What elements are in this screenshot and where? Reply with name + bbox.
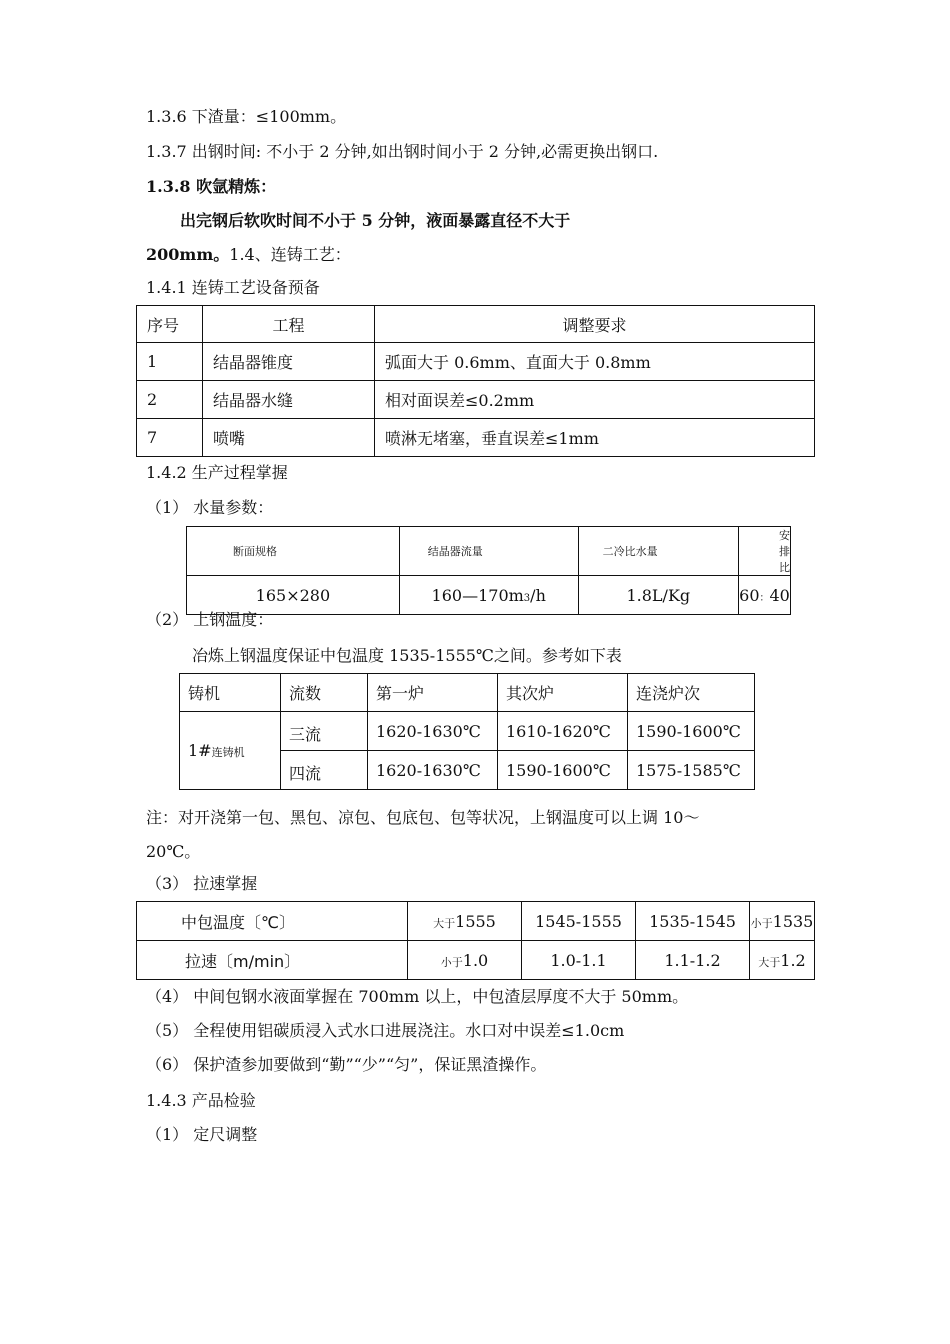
table-cell: 弧面大于 0.6mm、直面大于 0.8mm <box>375 343 815 381</box>
table-cell <box>522 941 636 980</box>
equipment-prep-table <box>136 305 815 457</box>
table-cell: 四流 <box>281 751 368 790</box>
speed-label-text: 拉速〔m/min〕 <box>185 951 301 971</box>
table-cell <box>408 941 522 980</box>
section-1-3-8-heading: 1.3.8 吹氩精炼： <box>146 177 277 196</box>
table-cell: 1620-1630℃ <box>368 712 498 751</box>
table-cell: 1590-1600℃ <box>498 751 628 790</box>
section-1-4-1-heading: 1.4.1 连铸工艺设备预备 <box>146 278 320 297</box>
table-header-row <box>137 306 815 343</box>
machine-label: 连铸机 <box>211 746 245 759</box>
table-header-cell: 连浇炉次 <box>628 674 755 712</box>
table-header-cell: 铸机 <box>180 674 281 712</box>
table-header-cell: 二冷比水量 <box>578 527 738 576</box>
table-header-cell: 调整要求 <box>375 306 815 343</box>
argon-refining-text: 出完钢后软吹时间不小于 5 分钟，液面暴露直径不大于 <box>180 211 571 230</box>
table-cell <box>750 902 815 941</box>
item-6: （6） 保护渣参加要做到“勤”“少”“匀”，保证黑渣操作。 <box>146 1055 547 1074</box>
speed-value: 1.0-1.1 <box>550 950 607 970</box>
speed-prefix: 大于 <box>758 955 781 969</box>
table-cell <box>636 941 750 980</box>
table-cell: 结晶器水缝 <box>203 381 375 419</box>
speed-value: 1.0 <box>462 950 489 970</box>
dist-colon: ： <box>759 592 770 604</box>
argon-refining-continuation <box>146 244 351 266</box>
table-cell: 1575-1585℃ <box>628 751 755 790</box>
steel-temp-heading: （2） 上钢温度： <box>146 610 274 629</box>
table-cell: 1620-1630℃ <box>368 751 498 790</box>
flow-value: 160—170m <box>431 585 524 605</box>
table-cell: 三流 <box>281 712 368 751</box>
item-4: （4） 中间包钢水液面掌握在 700mm 以上，中包渣层厚度不大于 50mm。 <box>146 987 689 1006</box>
table-cell: 结晶器锥度 <box>203 343 375 381</box>
tundish-temp-label: 中包温度〔℃〕 <box>137 902 408 941</box>
note-line-1: 注：对开浇第一包、黑包、凉包、包底包、包等状况，上钢温度可以上调 10～ <box>146 808 700 827</box>
table-row <box>180 712 755 751</box>
table-header-cell: 断面规格 <box>187 527 400 576</box>
section-1-4-2-heading: 1.4.2 生产过程掌握 <box>146 463 288 482</box>
item-length-adjust: （1） 定尺调整 <box>146 1125 258 1144</box>
table-row <box>137 902 815 941</box>
table-cell <box>739 576 791 615</box>
table-cell <box>636 902 750 941</box>
diameter-limit: 200mm。 <box>146 245 230 264</box>
temp-value: 1535-1545 <box>649 911 736 931</box>
water-params-table <box>186 526 791 615</box>
speed-value: 1.2 <box>780 950 806 970</box>
table-row <box>137 381 815 419</box>
table-header-row <box>180 674 755 712</box>
dist-a: 60 <box>739 585 760 605</box>
table-cell: 1610-1620℃ <box>498 712 628 751</box>
machine-cell <box>180 712 281 790</box>
table-header-cell: 流数 <box>281 674 368 712</box>
temp-prefix: 小于 <box>750 916 773 930</box>
table-cell: 7 <box>137 419 203 457</box>
temp-prefix: 大于 <box>433 916 456 930</box>
table-header-row <box>187 527 791 576</box>
item-5: （5） 全程使用铝碳质浸入式水口进展浇注。水口对中误差≤1.0cm <box>146 1021 625 1040</box>
table-header-cell: 结晶器流量 <box>399 527 578 576</box>
section-1-3-6: 1.3.6 下渣量：≤100mm。 <box>146 107 347 126</box>
note-line-2: 20℃。 <box>146 842 201 861</box>
section-1-4-heading: 1.4、连铸工艺： <box>229 245 351 264</box>
table-cell: 2 <box>137 381 203 419</box>
table-header-cell: 工程 <box>203 306 375 343</box>
speed-prefix: 小于 <box>440 955 463 969</box>
speed-value: 1.1-1.2 <box>664 950 721 970</box>
steel-temp-desc: 冶炼上钢温度保证中包温度 1535-1555℃之间。参考如下表 <box>192 646 622 665</box>
water-params-heading: （1） 水量参数： <box>146 498 274 517</box>
temp-value: 1545-1555 <box>535 911 622 931</box>
table-cell: 相对面误差≤0.2mm <box>375 381 815 419</box>
table-cell <box>399 576 578 615</box>
table-cell: 喷嘴 <box>203 419 375 457</box>
table-cell <box>522 902 636 941</box>
table-row <box>187 576 791 615</box>
table-cell: 喷淋无堵塞，垂直误差≤1mm <box>375 419 815 457</box>
table-header-cell: 其次炉 <box>498 674 628 712</box>
table-cell: 1590-1600℃ <box>628 712 755 751</box>
table-cell <box>408 902 522 941</box>
table-cell: 1.8L/Kg <box>578 576 738 615</box>
machine-number: 1# <box>188 741 212 760</box>
steel-temp-table <box>179 673 755 790</box>
section-1-4-3-heading: 1.4.3 产品检验 <box>146 1091 256 1110</box>
table-cell: 1 <box>137 343 203 381</box>
table-row <box>137 343 815 381</box>
temp-value: 1555 <box>455 911 496 931</box>
table-row <box>137 419 815 457</box>
casting-speed-table <box>136 901 815 980</box>
table-header-cell: 序号 <box>137 306 203 343</box>
flow-unit-exponent: 3 <box>523 592 531 604</box>
section-1-3-7: 1.3.7 出钢时间: 不小于 2 分钟,如出钢时间小于 2 分钟,必需更换出钢口. <box>146 142 659 161</box>
table-cell: 165×280 <box>187 576 400 615</box>
temp-value: 1535 <box>772 911 814 931</box>
flow-unit-suffix: /h <box>530 585 546 605</box>
dist-c: 40 <box>769 585 790 605</box>
casting-speed-heading: （3） 拉速掌握 <box>146 874 258 893</box>
table-cell <box>750 941 815 980</box>
table-header-cell: 第一炉 <box>368 674 498 712</box>
table-header-cell: 安排比 <box>739 527 791 576</box>
table-row <box>137 941 815 980</box>
casting-speed-label <box>137 941 408 980</box>
